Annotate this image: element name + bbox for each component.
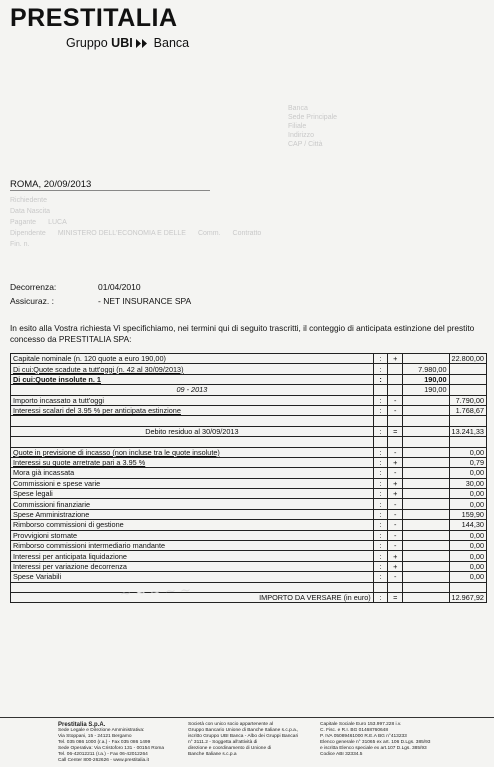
footer-line: Società con unico socio appartenente al: [188, 722, 274, 727]
row-partial-value: [403, 561, 449, 571]
row-description-cell: [11, 572, 374, 582]
decorrenza-value: 01/04/2010: [98, 282, 141, 292]
row-colon: [373, 437, 388, 447]
faded-line: CAP / Città: [288, 141, 323, 148]
row-value: 12.967,92: [449, 592, 486, 602]
row-sign: -: [388, 447, 403, 457]
row-partial-value: [403, 395, 449, 405]
faded-field: Contratto: [232, 230, 262, 237]
row-colon: :: [373, 572, 388, 582]
faded-address-block: [288, 104, 337, 149]
row-colon: :: [373, 489, 388, 499]
table-row: [11, 592, 487, 602]
footer-line: n° 3111.2 - Soggetta all'attività di: [188, 740, 258, 745]
row-description: Capitale nominale (n. 120 quote a euro 190,00): [13, 354, 166, 364]
faded-line: Sede Principale: [288, 114, 338, 121]
row-sign: -: [388, 541, 403, 551]
document-date: ROMA, 20/09/2013: [10, 179, 92, 190]
table-row: [11, 478, 487, 488]
row-description: Di cui:Quote scadute a tutt'oggi (n. 42 al 30/09/2013): [13, 364, 184, 374]
row-description-cell: [11, 520, 374, 530]
faded-field: Pagante: [10, 219, 37, 226]
row-description: Debito residuo al 30/09/2013: [145, 426, 239, 436]
table-row: [11, 489, 487, 499]
row-sign: -: [388, 530, 403, 540]
ubi-chevrons-icon: [136, 39, 150, 48]
row-colon: :: [373, 457, 388, 467]
table-row: [11, 374, 487, 384]
row-value: 0,00: [449, 489, 486, 499]
row-partial-value: [403, 354, 449, 364]
row-partial-value: [403, 478, 449, 488]
footer-line: iscritto Gruppo UBI Banca - Albo dei Gruppi Bancari: [188, 734, 299, 739]
table-row: [11, 395, 487, 405]
row-value: [449, 385, 486, 395]
row-description: Commissioni finanziarie: [13, 499, 91, 509]
row-value: 0,00: [449, 551, 486, 561]
row-colon: :: [373, 426, 388, 436]
table-row: [11, 416, 487, 426]
table-row: [11, 437, 487, 447]
footer-line: Codice ABI 32334.5: [320, 752, 363, 757]
table-row: [11, 509, 487, 519]
row-sign: -: [388, 520, 403, 530]
footer-col-group: [188, 722, 308, 758]
row-description: Spese Amministrazione: [13, 510, 90, 520]
row-description: Interessi su quote arretrate pari a 3.95 %: [13, 458, 146, 468]
row-description-cell: [11, 541, 374, 551]
row-sign: +: [388, 354, 403, 364]
row-value: 7.790,00: [449, 395, 486, 405]
footer-line: C. Fisc. e R.I. BG 01468760648: [320, 728, 388, 733]
row-sign: =: [388, 592, 403, 602]
row-partial-value: [403, 457, 449, 467]
footer-line: Prestitalia S.p.A.: [58, 722, 106, 728]
table-body: [11, 354, 487, 603]
row-colon: :: [373, 468, 388, 478]
row-description-cell: [11, 426, 374, 436]
row-value: 0,79: [449, 457, 486, 467]
row-value: [449, 416, 486, 426]
faded-field: Dipendente: [10, 230, 46, 237]
row-description-cell: [11, 416, 374, 426]
row-colon: [373, 582, 388, 592]
row-value: 0,00: [449, 561, 486, 571]
faded-line: Indirizzo: [288, 132, 315, 139]
row-sign: [388, 582, 403, 592]
row-value: 0,00: [449, 447, 486, 457]
row-sign: -: [388, 572, 403, 582]
table-row: [11, 572, 487, 582]
row-colon: :: [373, 354, 388, 364]
row-partial-value: [403, 551, 449, 561]
assicuraz-value: - NET INSURANCE SPA: [98, 296, 192, 306]
row-colon: :: [373, 499, 388, 509]
handwritten-note: ~ ~ ~ ~ ~: [119, 583, 192, 602]
row-description-cell: [11, 530, 374, 540]
row-colon: :: [373, 551, 388, 561]
row-partial-value: [403, 426, 449, 436]
row-colon: :: [373, 541, 388, 551]
row-sign: =: [388, 426, 403, 436]
row-description: Mora già incassata: [13, 468, 75, 478]
row-value: [449, 437, 486, 447]
faded-value: MINISTERO DELL'ECONOMIA E DELLE: [57, 230, 186, 237]
row-colon: [373, 416, 388, 426]
footer-divider: [0, 717, 494, 718]
faded-line: Banca: [288, 105, 308, 112]
row-partial-value: [403, 416, 449, 426]
row-description-cell: [11, 499, 374, 509]
table-row: [11, 499, 487, 509]
row-description: Interessi per anticipata liquidazione: [13, 551, 127, 561]
faded-client-block: [10, 196, 390, 251]
row-sign: -: [388, 468, 403, 478]
footer-line: direzione e coordinamento di Unione di: [188, 746, 272, 751]
row-sign: -: [388, 499, 403, 509]
table-row: [11, 468, 487, 478]
row-description-cell: [11, 354, 374, 364]
table-row: [11, 457, 487, 467]
row-value: 22.800,00: [449, 354, 486, 364]
footer-line: Gruppo Bancario Unione di Banche Italiane s.c.p.a.,: [188, 728, 299, 733]
row-description: Rimborso commissioni di gestione: [13, 520, 124, 530]
row-sign: [388, 374, 403, 384]
row-colon: :: [373, 364, 388, 374]
row-description: Provvigioni stornate: [13, 530, 78, 540]
row-sign: -: [388, 509, 403, 519]
row-colon: :: [373, 374, 388, 384]
row-partial-value: 7.980,00: [403, 364, 449, 374]
row-colon: :: [373, 520, 388, 530]
row-description-cell: [11, 561, 374, 571]
row-partial-value: [403, 592, 449, 602]
row-description: Interessi per variazione decorrenza: [13, 562, 127, 571]
row-description-cell: [11, 478, 374, 488]
row-description-cell: [11, 509, 374, 519]
row-partial-value: [403, 405, 449, 415]
row-description-cell: [11, 405, 374, 415]
row-value: 144,30: [449, 520, 486, 530]
row-description-cell: [11, 582, 374, 592]
footer-line: Banche Italiane s.c.p.a: [188, 752, 237, 757]
row-sign: [388, 385, 403, 395]
row-partial-value: [403, 447, 449, 457]
row-sign: +: [388, 489, 403, 499]
table-row: [11, 364, 487, 374]
row-colon: :: [373, 405, 388, 415]
row-description-cell: [11, 551, 374, 561]
table-row: [11, 530, 487, 540]
row-colon: [373, 385, 388, 395]
table-row: [11, 385, 487, 395]
row-sign: +: [388, 561, 403, 571]
row-sign: +: [388, 551, 403, 561]
row-sign: +: [388, 478, 403, 488]
row-value: 1.768,67: [449, 405, 486, 415]
row-partial-value: [403, 437, 449, 447]
footer-line: Via Stoppani, 15 - 24121 Bergamo: [58, 734, 132, 739]
decorrenza-label: Decorrenza:: [10, 282, 57, 292]
row-colon: :: [373, 530, 388, 540]
row-description-cell: [11, 385, 374, 395]
group-ubi: UBI: [111, 36, 133, 50]
faded-field: Comm.: [197, 230, 221, 237]
faded-field: Data Nascita: [10, 208, 51, 215]
row-partial-value: [403, 489, 449, 499]
row-value: 0,00: [449, 541, 486, 551]
group-tagline: [66, 36, 189, 50]
table-row: [11, 551, 487, 561]
intro-paragraph: In esito alla Vostra richiesta Vi specifichiamo, nei termini qui di seguito trascritti, il conteggio di anticipata estinzione del prestito concesso da PRESTITALIA SPA:: [10, 323, 475, 344]
faded-field: Richiedente: [10, 197, 47, 204]
row-value: 159,90: [449, 509, 486, 519]
footer-line: Sede Legale e Direzione Amministrativa:: [58, 728, 145, 733]
row-description-cell: [11, 468, 374, 478]
row-partial-value: 190,00: [403, 385, 449, 395]
footer-col-company: [58, 722, 178, 764]
footer-line: Capitale Sociale Euro 153.997.228 i.v.: [320, 722, 402, 727]
row-description: Spese Variabili: [13, 572, 62, 582]
table-row: [11, 426, 487, 436]
footer-line: Call Center 800-262626 - www.prestitalia.it: [58, 758, 149, 763]
footer-line: Tel. 035 086 1000 (r.a.) - Fax 035 086 1499: [58, 740, 151, 745]
row-value: 0,00: [449, 530, 486, 540]
row-sign: [388, 437, 403, 447]
row-partial-value: [403, 582, 449, 592]
row-description: 09 - 2013: [176, 385, 208, 395]
table-row: [11, 541, 487, 551]
group-prefix: Gruppo: [66, 36, 112, 50]
row-partial-value: [403, 509, 449, 519]
row-value: 0,00: [449, 468, 486, 478]
row-colon: :: [373, 592, 388, 602]
row-colon: :: [373, 447, 388, 457]
row-sign: -: [388, 405, 403, 415]
row-value: 0,00: [449, 572, 486, 582]
row-value: 13.241,33: [449, 426, 486, 436]
row-colon: :: [373, 561, 388, 571]
footer-line: e iscritta Elenco speciale ex art.107 D.Lgs. 385/93: [320, 746, 427, 751]
row-sign: [388, 416, 403, 426]
row-partial-value: [403, 530, 449, 540]
faded-value: LUCA: [48, 219, 67, 226]
row-description: Rimborso commissioni intermediario mandante: [13, 541, 166, 551]
row-partial-value: [403, 572, 449, 582]
row-description: Spese legali: [13, 489, 53, 499]
footer-line: Tel. 06-42012211 (r.a.) - Fax 06-42012264: [58, 752, 148, 757]
row-description-cell: [11, 364, 374, 374]
footer-line: P. IVA 05089461000 R.E.A BG n°413233: [320, 734, 407, 739]
row-partial-value: 190,00: [403, 374, 449, 384]
row-sign: [388, 364, 403, 374]
row-value: [449, 582, 486, 592]
group-suffix: Banca: [153, 36, 190, 50]
row-colon: :: [373, 395, 388, 405]
row-value: [449, 374, 486, 384]
row-description: Importo incassato a tutt'oggi: [13, 395, 105, 405]
estinzione-table: [10, 353, 487, 603]
faded-line: Filiale: [288, 123, 307, 130]
company-logo: PRESTITALIA: [10, 4, 178, 32]
row-description: Interessi scalari del 3.95 % per anticipata estinzione: [13, 406, 181, 416]
table-row: [11, 520, 487, 530]
row-value: 0,00: [449, 499, 486, 509]
row-description: IMPORTO DA VERSARE (in euro): [259, 593, 371, 603]
row-description-cell: [11, 447, 374, 457]
row-partial-value: [403, 520, 449, 530]
row-description-cell: [11, 489, 374, 499]
footer-col-legal: [320, 722, 480, 758]
row-description-cell: [11, 592, 374, 602]
row-value: 30,00: [449, 478, 486, 488]
row-description: Di cui:Quote insolute n. 1: [13, 374, 101, 384]
row-description-cell: [11, 374, 374, 384]
footer-line: Sede Operativa: Via Cristoforo 131 - 00154 Roma: [58, 746, 165, 751]
row-partial-value: [403, 499, 449, 509]
row-partial-value: [403, 468, 449, 478]
row-description-cell: [11, 395, 374, 405]
divider: [10, 190, 210, 191]
row-colon: :: [373, 509, 388, 519]
faded-field: Fin. n.: [10, 241, 30, 248]
table-row: [11, 354, 487, 364]
row-description: Quote in previsione di incasso (non incluse tra le quote insolute): [13, 447, 220, 457]
table-row: [11, 582, 487, 592]
row-sign: +: [388, 457, 403, 467]
row-colon: :: [373, 478, 388, 488]
table-row: [11, 405, 487, 415]
table-row: [11, 561, 487, 571]
row-description: Commissioni e spese varie: [13, 478, 101, 488]
row-sign: -: [388, 395, 403, 405]
row-partial-value: [403, 541, 449, 551]
assicuraz-label: Assicuraz. :: [10, 296, 54, 306]
row-value: [449, 364, 486, 374]
table-row: [11, 447, 487, 457]
row-description-cell: [11, 457, 374, 467]
row-description-cell: [11, 437, 374, 447]
footer-line: Elenco generale n° 31065 ex art. 106 D.Lgs. 385/93: [320, 740, 431, 745]
